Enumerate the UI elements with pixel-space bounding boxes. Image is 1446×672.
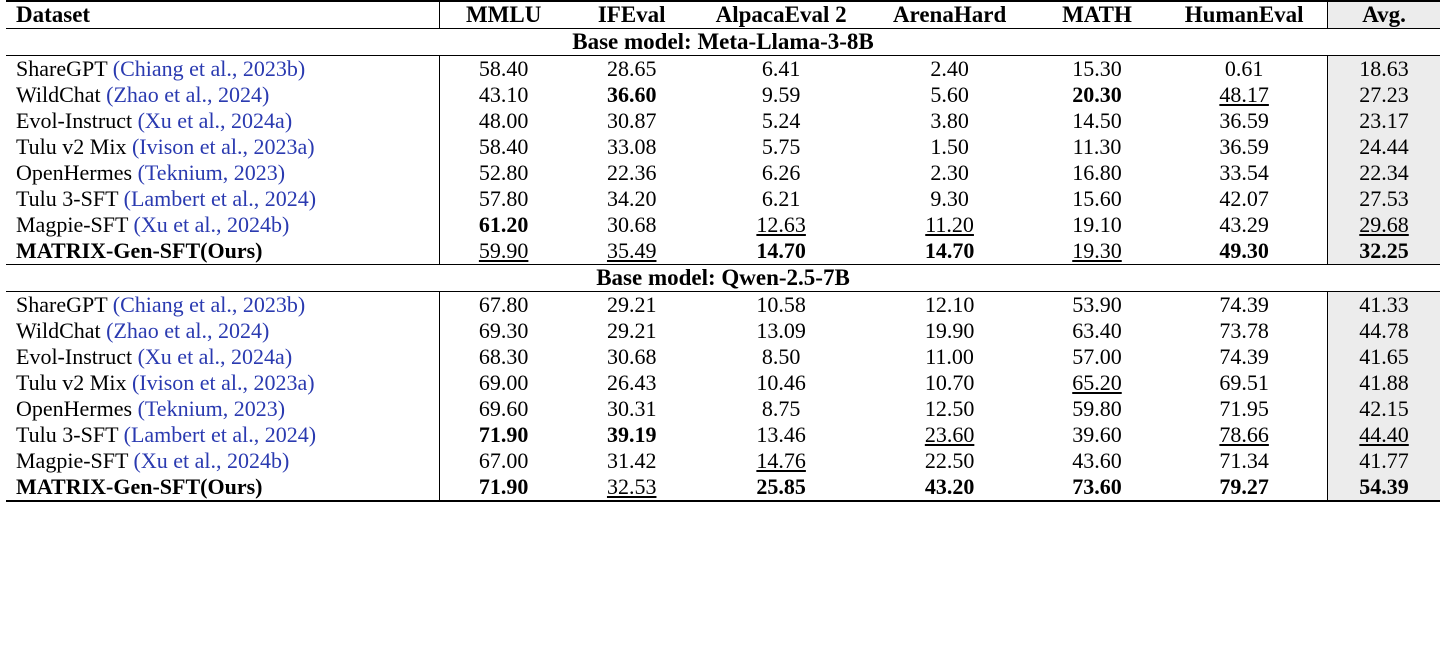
metric-cell: 14.76 xyxy=(756,448,806,473)
dataset-name: OpenHermes xyxy=(16,160,133,185)
column-header-dataset: Dataset xyxy=(16,2,91,27)
dataset-cell xyxy=(6,448,439,474)
table-row xyxy=(6,318,1440,344)
avg-cell: 41.65 xyxy=(1328,344,1440,370)
citation-link[interactable]: (Xu et al., 2024b) xyxy=(133,448,290,473)
metric-cell: 32.53 xyxy=(606,474,657,499)
dataset-cell xyxy=(6,134,439,160)
metric-cell: 78.66 xyxy=(1219,422,1269,447)
metric-cell: 74.39 xyxy=(1219,344,1269,369)
citation-link[interactable]: (Chiang et al., 2023b) xyxy=(112,56,306,81)
metric-cell: 58.40 xyxy=(439,134,567,160)
metric-cell: 71.95 xyxy=(1219,396,1269,421)
metric-cell: 14.70 xyxy=(924,238,975,263)
metric-cell: 43.10 xyxy=(439,82,567,108)
metric-cell: 5.60 xyxy=(930,82,969,107)
metric-cell: 49.30 xyxy=(1219,238,1269,263)
metric-cell: 48.17 xyxy=(1219,82,1269,107)
dataset-name: Evol-Instruct xyxy=(16,344,133,369)
avg-cell: 32.25 xyxy=(1328,238,1440,265)
table-row xyxy=(6,474,1440,501)
avg-cell: 44.40 xyxy=(1328,422,1440,448)
dataset-name: OpenHermes xyxy=(16,396,133,421)
metric-cell: 52.80 xyxy=(439,160,567,186)
metric-cell: 14.70 xyxy=(756,238,806,263)
metric-cell: 34.20 xyxy=(606,186,657,211)
table-row xyxy=(6,212,1440,238)
metric-cell: 15.30 xyxy=(1072,56,1122,81)
citation-link[interactable]: (Xu et al., 2024a) xyxy=(137,344,293,369)
section-header-row xyxy=(6,265,1440,292)
table-row xyxy=(6,160,1440,186)
metric-cell: 14.50 xyxy=(1072,108,1122,133)
metric-cell: 5.75 xyxy=(761,134,801,159)
column-header-mmlu: MMLU xyxy=(439,2,567,29)
metric-cell: 61.20 xyxy=(439,212,567,238)
avg-cell: 41.77 xyxy=(1328,448,1440,474)
metric-cell: 8.75 xyxy=(761,396,801,421)
avg-cell: 41.33 xyxy=(1328,292,1440,318)
avg-cell: 27.53 xyxy=(1328,186,1440,212)
section-title: Base model: Qwen-2.5-7B xyxy=(596,265,850,290)
column-header-alpacaeval-2: AlpacaEval 2 xyxy=(715,2,847,27)
dataset-cell xyxy=(6,292,439,318)
column-header-ifeval: IFEval xyxy=(597,2,666,27)
metric-cell: 29.21 xyxy=(606,318,657,343)
dataset-name: Tulu v2 Mix xyxy=(16,370,127,395)
dataset-cell xyxy=(6,370,439,396)
metric-cell: 65.20 xyxy=(1072,370,1122,395)
avg-cell: 54.39 xyxy=(1328,474,1440,501)
metric-cell: 30.87 xyxy=(606,108,657,133)
column-header-humaneval: HumanEval xyxy=(1184,2,1304,27)
metric-cell: 69.60 xyxy=(439,396,567,422)
metric-cell: 12.50 xyxy=(924,396,975,421)
metric-cell: 36.59 xyxy=(1219,108,1269,133)
avg-cell: 29.68 xyxy=(1328,212,1440,238)
dataset-name: MATRIX-Gen-SFT(Ours) xyxy=(16,238,263,263)
table-row xyxy=(6,186,1440,212)
metric-cell: 23.60 xyxy=(924,422,975,447)
avg-cell: 22.34 xyxy=(1328,160,1440,186)
metric-cell: 59.80 xyxy=(1072,396,1122,421)
table-row xyxy=(6,292,1440,318)
horizontal-rule xyxy=(6,501,1440,502)
citation-link[interactable]: (Xu et al., 2024b) xyxy=(133,212,290,237)
dataset-cell xyxy=(6,82,439,108)
dataset-name: MATRIX-Gen-SFT(Ours) xyxy=(16,474,263,499)
metric-cell: 79.27 xyxy=(1219,474,1269,499)
column-header-math: MATH xyxy=(1062,2,1132,27)
metric-cell: 11.20 xyxy=(925,212,974,237)
metric-cell: 20.30 xyxy=(1072,82,1122,107)
metric-cell: 2.30 xyxy=(930,160,969,185)
metric-cell: 74.39 xyxy=(1219,292,1269,317)
column-header-arenahard: ArenaHard xyxy=(892,2,1007,27)
metric-cell: 22.36 xyxy=(606,160,657,185)
metric-cell: 30.31 xyxy=(606,396,657,421)
metric-cell: 10.58 xyxy=(756,292,806,317)
metric-cell: 13.09 xyxy=(756,318,806,343)
dataset-cell xyxy=(6,238,439,265)
dataset-cell xyxy=(6,474,439,501)
metric-cell: 71.90 xyxy=(439,422,567,448)
dataset-cell xyxy=(6,344,439,370)
dataset-name: ShareGPT xyxy=(16,292,108,317)
section-header-row xyxy=(6,29,1440,56)
metric-cell: 39.60 xyxy=(1072,422,1122,447)
metric-cell: 57.80 xyxy=(439,186,567,212)
metric-cell: 31.42 xyxy=(606,448,657,473)
dataset-name: ShareGPT xyxy=(16,56,108,81)
results-table xyxy=(6,0,1440,502)
dataset-cell xyxy=(6,318,439,344)
metric-cell: 57.00 xyxy=(1072,344,1122,369)
metric-cell: 59.90 xyxy=(439,238,567,265)
dataset-cell xyxy=(6,108,439,134)
metric-cell: 28.65 xyxy=(606,56,657,81)
citation-link[interactable]: (Lambert et al., 2024) xyxy=(123,422,317,447)
metric-cell: 3.80 xyxy=(930,108,969,133)
metric-cell: 10.46 xyxy=(756,370,806,395)
table-row xyxy=(6,238,1440,265)
metric-cell: 2.40 xyxy=(930,56,969,81)
metric-cell: 15.60 xyxy=(1072,186,1122,211)
dataset-name: Evol-Instruct xyxy=(16,108,133,133)
dataset-cell xyxy=(6,186,439,212)
dataset-name: WildChat xyxy=(16,318,101,343)
avg-cell: 27.23 xyxy=(1328,82,1440,108)
metric-cell: 29.21 xyxy=(606,292,657,317)
metric-cell: 48.00 xyxy=(439,108,567,134)
citation-link[interactable]: (Teknium, 2023) xyxy=(137,160,286,185)
citation-link[interactable]: (Ivison et al., 2023a) xyxy=(131,134,315,159)
citation-link[interactable]: (Chiang et al., 2023b) xyxy=(112,292,306,317)
dataset-cell xyxy=(6,56,439,82)
avg-cell: 23.17 xyxy=(1328,108,1440,134)
table-row xyxy=(6,108,1440,134)
metric-cell: 68.30 xyxy=(439,344,567,370)
metric-cell: 43.60 xyxy=(1072,448,1122,473)
metric-cell: 6.41 xyxy=(761,56,801,81)
avg-cell: 24.44 xyxy=(1328,134,1440,160)
metric-cell: 30.68 xyxy=(606,344,657,369)
table-row xyxy=(6,134,1440,160)
metric-cell: 35.49 xyxy=(606,238,657,263)
metric-cell: 69.51 xyxy=(1219,370,1269,395)
avg-cell: 44.78 xyxy=(1328,318,1440,344)
metric-cell: 58.40 xyxy=(439,56,567,82)
dataset-name: Magpie-SFT xyxy=(16,212,129,237)
metric-cell: 69.00 xyxy=(439,370,567,396)
dataset-name: Magpie-SFT xyxy=(16,448,129,473)
dataset-name: Tulu v2 Mix xyxy=(16,134,127,159)
metric-cell: 11.30 xyxy=(1072,134,1122,159)
metric-cell: 16.80 xyxy=(1072,160,1122,185)
metric-cell: 36.59 xyxy=(1219,134,1269,159)
dataset-cell xyxy=(6,396,439,422)
metric-cell: 13.46 xyxy=(756,422,806,447)
metric-cell: 11.00 xyxy=(925,344,974,369)
dataset-name: WildChat xyxy=(16,82,101,107)
dataset-cell xyxy=(6,212,439,238)
citation-link[interactable]: (Xu et al., 2024a) xyxy=(137,108,293,133)
metric-cell: 43.20 xyxy=(924,474,975,499)
citation-link[interactable]: (Teknium, 2023) xyxy=(137,396,286,421)
table-row xyxy=(6,82,1440,108)
section-title: Base model: Meta-Llama-3-8B xyxy=(572,29,874,54)
metric-cell: 26.43 xyxy=(606,370,657,395)
dataset-cell xyxy=(6,160,439,186)
metric-cell: 63.40 xyxy=(1072,318,1122,343)
metric-cell: 6.21 xyxy=(761,186,801,211)
metric-cell: 22.50 xyxy=(924,448,975,473)
citation-link[interactable]: (Ivison et al., 2023a) xyxy=(131,370,315,395)
metric-cell: 0.61 xyxy=(1224,56,1264,81)
metric-cell: 67.80 xyxy=(439,292,567,318)
metric-cell: 19.90 xyxy=(924,318,975,343)
metric-cell: 71.90 xyxy=(439,474,567,501)
dataset-cell xyxy=(6,422,439,448)
table-row xyxy=(6,422,1440,448)
metric-cell: 73.60 xyxy=(1072,474,1122,499)
table-row xyxy=(6,396,1440,422)
metric-cell: 19.30 xyxy=(1072,238,1122,263)
metric-cell: 19.10 xyxy=(1072,212,1122,237)
metric-cell: 33.08 xyxy=(606,134,657,159)
metric-cell: 25.85 xyxy=(756,474,806,499)
metric-cell: 10.70 xyxy=(924,370,975,395)
citation-link[interactable]: (Lambert et al., 2024) xyxy=(123,186,317,211)
metric-cell: 9.59 xyxy=(761,82,801,107)
dataset-name: Tulu 3-SFT xyxy=(16,422,119,447)
table-row xyxy=(6,56,1440,82)
metric-cell: 67.00 xyxy=(439,448,567,474)
metric-cell: 42.07 xyxy=(1219,186,1269,211)
metric-cell: 36.60 xyxy=(606,82,657,107)
metric-cell: 6.26 xyxy=(761,160,801,185)
metric-cell: 5.24 xyxy=(761,108,801,133)
citation-link[interactable]: (Zhao et al., 2024) xyxy=(106,318,270,343)
metric-cell: 69.30 xyxy=(439,318,567,344)
metric-cell: 8.50 xyxy=(761,344,801,369)
metric-cell: 9.30 xyxy=(930,186,969,211)
dataset-name: Tulu 3-SFT xyxy=(16,186,119,211)
table-header-row xyxy=(6,2,1440,29)
avg-cell: 18.63 xyxy=(1328,56,1440,82)
metric-cell: 30.68 xyxy=(606,212,657,237)
metric-cell: 33.54 xyxy=(1219,160,1269,185)
table-row xyxy=(6,448,1440,474)
table-row xyxy=(6,344,1440,370)
citation-link[interactable]: (Zhao et al., 2024) xyxy=(106,82,270,107)
metric-cell: 1.50 xyxy=(930,134,969,159)
avg-cell: 42.15 xyxy=(1328,396,1440,422)
metric-cell: 39.19 xyxy=(606,422,657,447)
avg-cell: 41.88 xyxy=(1328,370,1440,396)
column-header-avg: Avg. xyxy=(1328,2,1440,29)
metric-cell: 53.90 xyxy=(1072,292,1122,317)
results-table-body xyxy=(6,1,1440,502)
metric-cell: 73.78 xyxy=(1219,318,1269,343)
metric-cell: 71.34 xyxy=(1219,448,1269,473)
table-row xyxy=(6,370,1440,396)
metric-cell: 12.63 xyxy=(756,212,806,237)
metric-cell: 12.10 xyxy=(924,292,975,317)
metric-cell: 43.29 xyxy=(1219,212,1269,237)
